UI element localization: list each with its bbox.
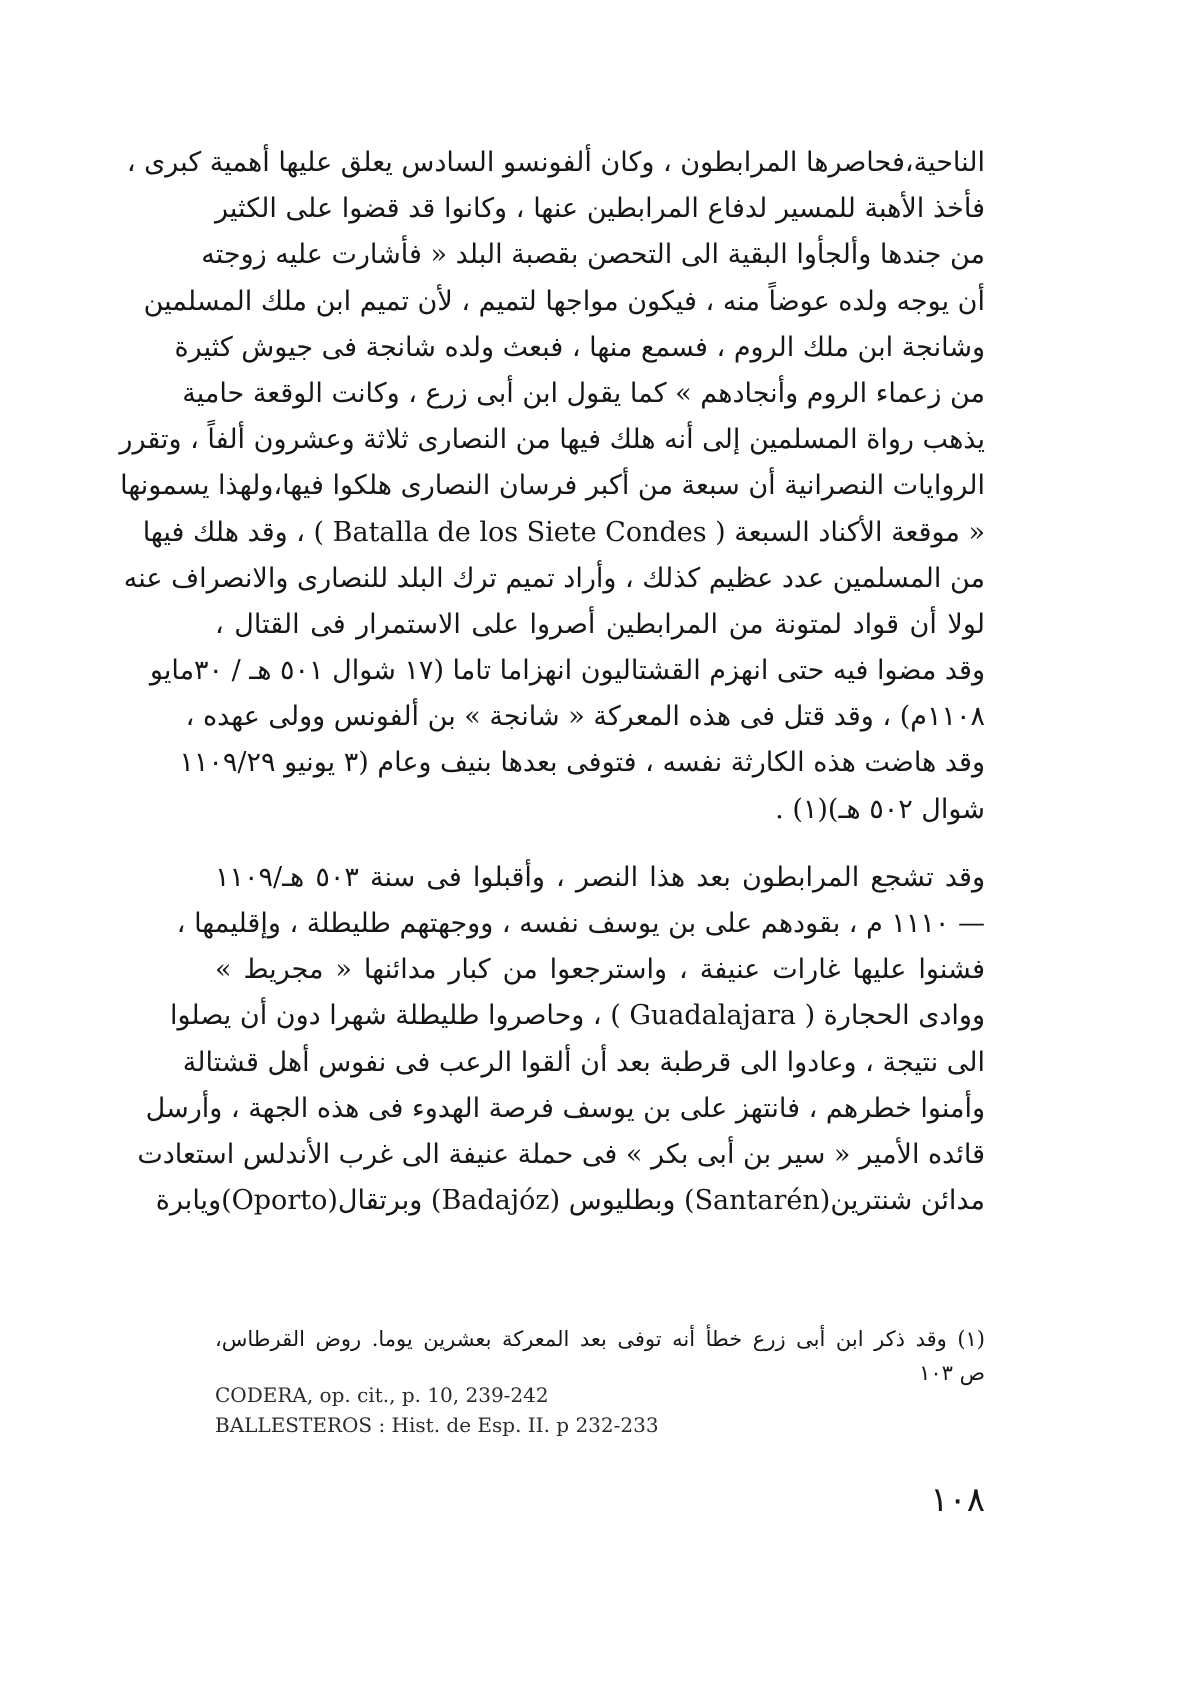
reference-line: CODERA, op. cit., p. 10, 239-242 [215, 1383, 549, 1407]
page-number: ١٠٨ [930, 1480, 985, 1520]
text-line: « موقعة الأكناد السبعة ( Batalla de los Siete Condes ) ، وقد هلك فيها [142, 516, 985, 548]
text-line: مدائن شنترين(Santarén) وبطليوس (Badajóz) وبرتقال(Oporto)ويابرة [155, 1185, 985, 1217]
text-line: لولا أن قواد لمتونة من المرابطين أصروا على الاستمرار فى القتال ، [215, 608, 985, 640]
text-line: ١١٠٨م) ، وقد قتل فى هذه المعركة « شانجة » بن ألفونس وولى عهده ، [185, 701, 985, 733]
text-line: الى نتيجة ، وعادوا الى قرطبة بعد أن ألقوا الرعب فى نفوس أهل قشتالة [182, 1046, 985, 1078]
text-line: شوال ٥٠٢ هـ)(١) . [775, 793, 985, 825]
text-line: وقد هاضت هذه الكارثة نفسه ، فتوفى بعدها بنيف وعام (٣ يونيو ١١٠٩/٢٩ [179, 747, 985, 779]
text-line: فشنوا عليها غارات عنيفة ، واسترجعوا من كبار مدائنها « مجريط » [215, 954, 985, 986]
text-line: من زعماء الروم وأنجادهم » كما يقول ابن أبى زرع ، وكانت الوقعة حامية [182, 377, 985, 409]
reference-line: BALLESTEROS : Hist. de Esp. II. p 232-233 [215, 1413, 659, 1437]
text-line: من جندها وألجأوا البقية الى التحصن بقصبة البلد « فأشارت عليه زوجته [201, 239, 985, 271]
footnote-line: (١) وقد ذكر ابن أبى زرع خطأ أنه توفى بعد المعركة بعشرين يوما. روض القرطاس، [215, 1327, 985, 1351]
text-line: وقد تشجع المرابطون بعد هذا النصر ، وأقبلوا فى سنة ٥٠٣ هـ/١١٠٩ [215, 861, 986, 893]
text-line: يذهب رواة المسلمين إلى أنه هلك فيها من النصارى ثلاثة وعشرون ألفاً ، وتقرر [119, 424, 985, 456]
main-text [119, 140, 986, 1224]
text-line: وأمنوا خطرهم ، فانتهز على بن يوسف فرصة الهدوء فى هذه الجهة ، وأرسل [145, 1092, 985, 1124]
text-line: — ١١١٠ م ، بقودهم على بن يوسف نفسه ، ووجهتهم طليطلة ، وإقليمها ، [176, 908, 985, 939]
text-line: الناحية،فحاصرها المرابطون ، وكان ألفونسو السادس يعلق عليها أهمية كبرى ، [126, 147, 985, 178]
text-line: فأخذ الأهبة للمسير لدفاع المرابطين عنها ، وكانوا قد قضوا على الكثير [215, 193, 985, 225]
text-line: وقد مضوا فيه حتى انهزم القشتاليون انهزاما تاما (١٧ شوال ٥٠١ هـ / ٣٠مايو [149, 655, 985, 687]
text-line: قائده الأمير « سير بن أبى بكر » فى حملة عنيفة الى غرب الأندلس استعادت [137, 1138, 985, 1170]
footnote-line: ص ١٠٣ [919, 1361, 985, 1385]
text-line: الروايات النصرانية أن سبعة من أكبر فرسان النصارى هلكوا فيها،ولهذا يسمونها [120, 470, 985, 502]
paragraph-1 [119, 140, 985, 833]
text-line: وشانجة ابن ملك الروم ، فسمع منها ، فبعث ولده شانجة فى جيوش كثيرة [174, 331, 985, 363]
references [215, 1380, 775, 1440]
text-line: أن يوجه ولده عوضاً منه ، فيكون مواجها لتميم ، لأن تميم ابن ملك المسلمين [143, 285, 985, 317]
text-line: ووادى الحجارة ( Guadalajara ) ، وحاصروا طليطلة شهرا دون أن يصلوا [169, 1000, 985, 1032]
paragraph-2 [137, 855, 986, 1225]
text-line: من المسلمين عدد عظيم كذلك ، وأراد تميم ترك البلد للنصارى والانصراف عنه [123, 562, 985, 594]
